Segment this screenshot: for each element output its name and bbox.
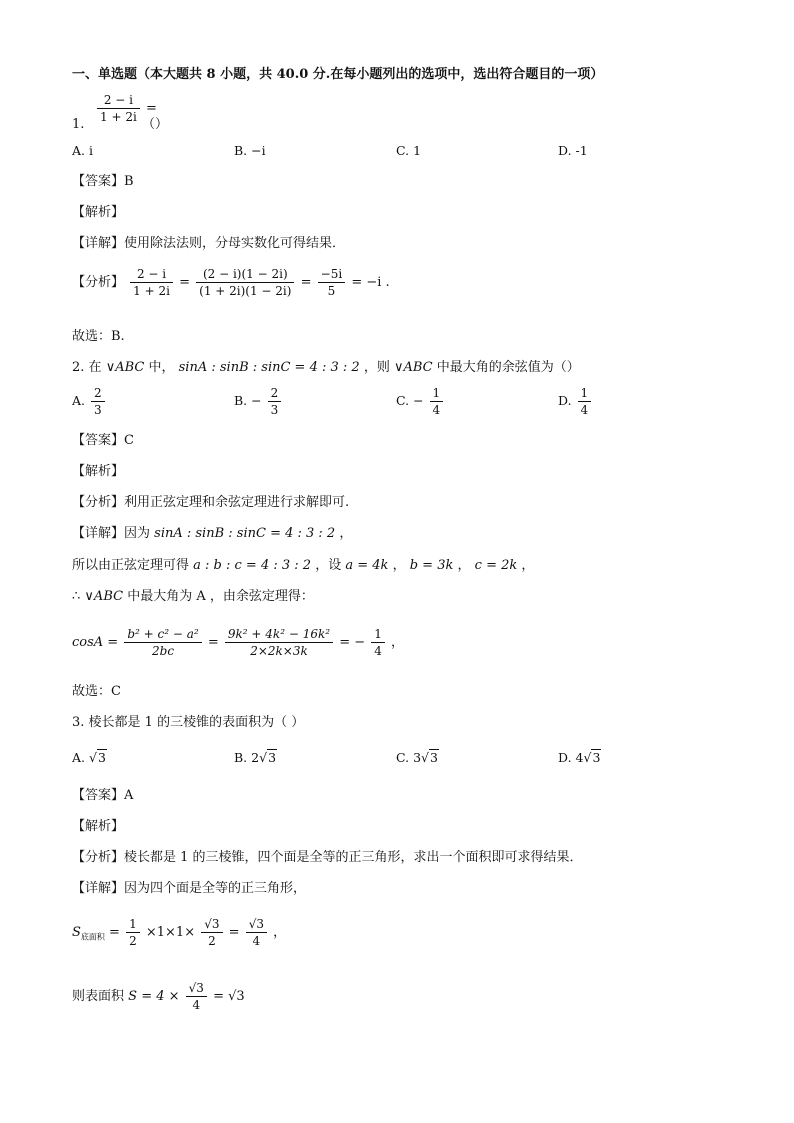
q1-number: 1. bbox=[72, 117, 85, 132]
q3-answer: 【答案】A bbox=[72, 788, 134, 803]
q3-option-a: A. √3 bbox=[72, 750, 106, 765]
q1-option-d: D. -1 bbox=[558, 143, 588, 158]
q2-choose: 故选：C bbox=[72, 684, 121, 699]
q2-option-a: A. $\frac{2}{3}$ bbox=[72, 385, 107, 418]
q1-fraction: $\frac{2 - i}{1 + 2i}$ bbox=[97, 92, 140, 125]
q2-detail: 【详解】因为 sinA : sinB : sinC = 4 : 3 : 2 ， bbox=[72, 526, 353, 541]
q1-analysis: 【分析】 $\frac{2 - i}{1 + 2i}$ = $\frac{(2 - i)(1 - 2i)}{(1 + 2i)(1 - 2i)}$ = $\frac{-5i}{5}$ = −i . bbox=[72, 267, 390, 298]
q3-option-d: D. 4√3 bbox=[558, 750, 601, 765]
q1-option-b: B. −i bbox=[234, 143, 266, 158]
q3-jiexi: 【解析】 bbox=[72, 819, 125, 834]
section-title: 一、单选题（本大题共 8 小题，共 40.0 分.在每小题列出的选项中，选出符合题目的一项） bbox=[72, 67, 604, 82]
q2-sine-law: 所以由正弦定理可得 a : b : c = 4 : 3 : 2 ，设 a = 4k ， b = 3k ， c = 2k ， bbox=[72, 558, 535, 573]
q3-option-c: C. 3√3 bbox=[396, 750, 438, 765]
q2-analysis: 【分析】利用正弦定理和余弦定理进行求解即可. bbox=[72, 495, 350, 510]
q1-jiexi: 【解析】 bbox=[72, 205, 125, 220]
q2-stem: 2. 在 ∨ABC 中， sinA : sinB : sinC = 4 : 3 : 2 ，则 ∨ABC 中最大角的余弦值为（） bbox=[72, 360, 580, 375]
q3-detail: 【详解】因为四个面是全等的正三角形， bbox=[72, 881, 307, 896]
q1-option-c: C. 1 bbox=[396, 143, 422, 158]
q1-paren: （） bbox=[142, 117, 169, 132]
q3-analysis: 【分析】棱长都是 1 的三棱锥，四个面是全等的正三角形，求出一个面积即可求得结果． bbox=[72, 850, 583, 865]
q3-total-area: 则表面积 S = 4 × $\frac{√3}{4}$ = √3 bbox=[72, 981, 245, 1012]
q3-face-area: $S_{底面积}$ = $\frac{1}{2}$ ×1×1× $\frac{√3}{2}$ = $\frac{√3}{4}$ ， bbox=[72, 917, 287, 948]
q1-answer: 【答案】B bbox=[72, 174, 134, 189]
q1-detail: 【详解】使用除法法则，分母实数化可得结果． bbox=[72, 236, 346, 251]
q3-stem: 3. 棱长都是 1 的三棱锥的表面积为（ ） bbox=[72, 715, 305, 730]
q2-answer: 【答案】C bbox=[72, 433, 134, 448]
q2-cos-formula: cosA = $\frac{\text{b² + c² − a²}}{2bc}$ = $\frac{\text{9k² + 4k² − 16k²}}{2\times 2k\times 3k}$ = − $\frac{1}{4}$ ， bbox=[72, 627, 405, 658]
q2-option-d: D. $\frac{1}{4}$ bbox=[558, 385, 593, 418]
q1-choose: 故选：B. bbox=[72, 329, 125, 344]
q2-option-c: C. − $\frac{1}{4}$ bbox=[396, 385, 445, 418]
q1-stem-fraction: $\frac{2 - i}{1 + 2i}$ = bbox=[95, 92, 157, 125]
q3-option-b: B. 2√3 bbox=[234, 750, 277, 765]
q2-max-angle: ∴ ∨ABC 中最大角为 A ，由余弦定理得： bbox=[72, 589, 314, 604]
q2-jiexi: 【解析】 bbox=[72, 464, 125, 479]
q1-option-a: A. i bbox=[72, 143, 93, 158]
q2-option-b: B. − $\frac{2}{3}$ bbox=[234, 385, 283, 418]
